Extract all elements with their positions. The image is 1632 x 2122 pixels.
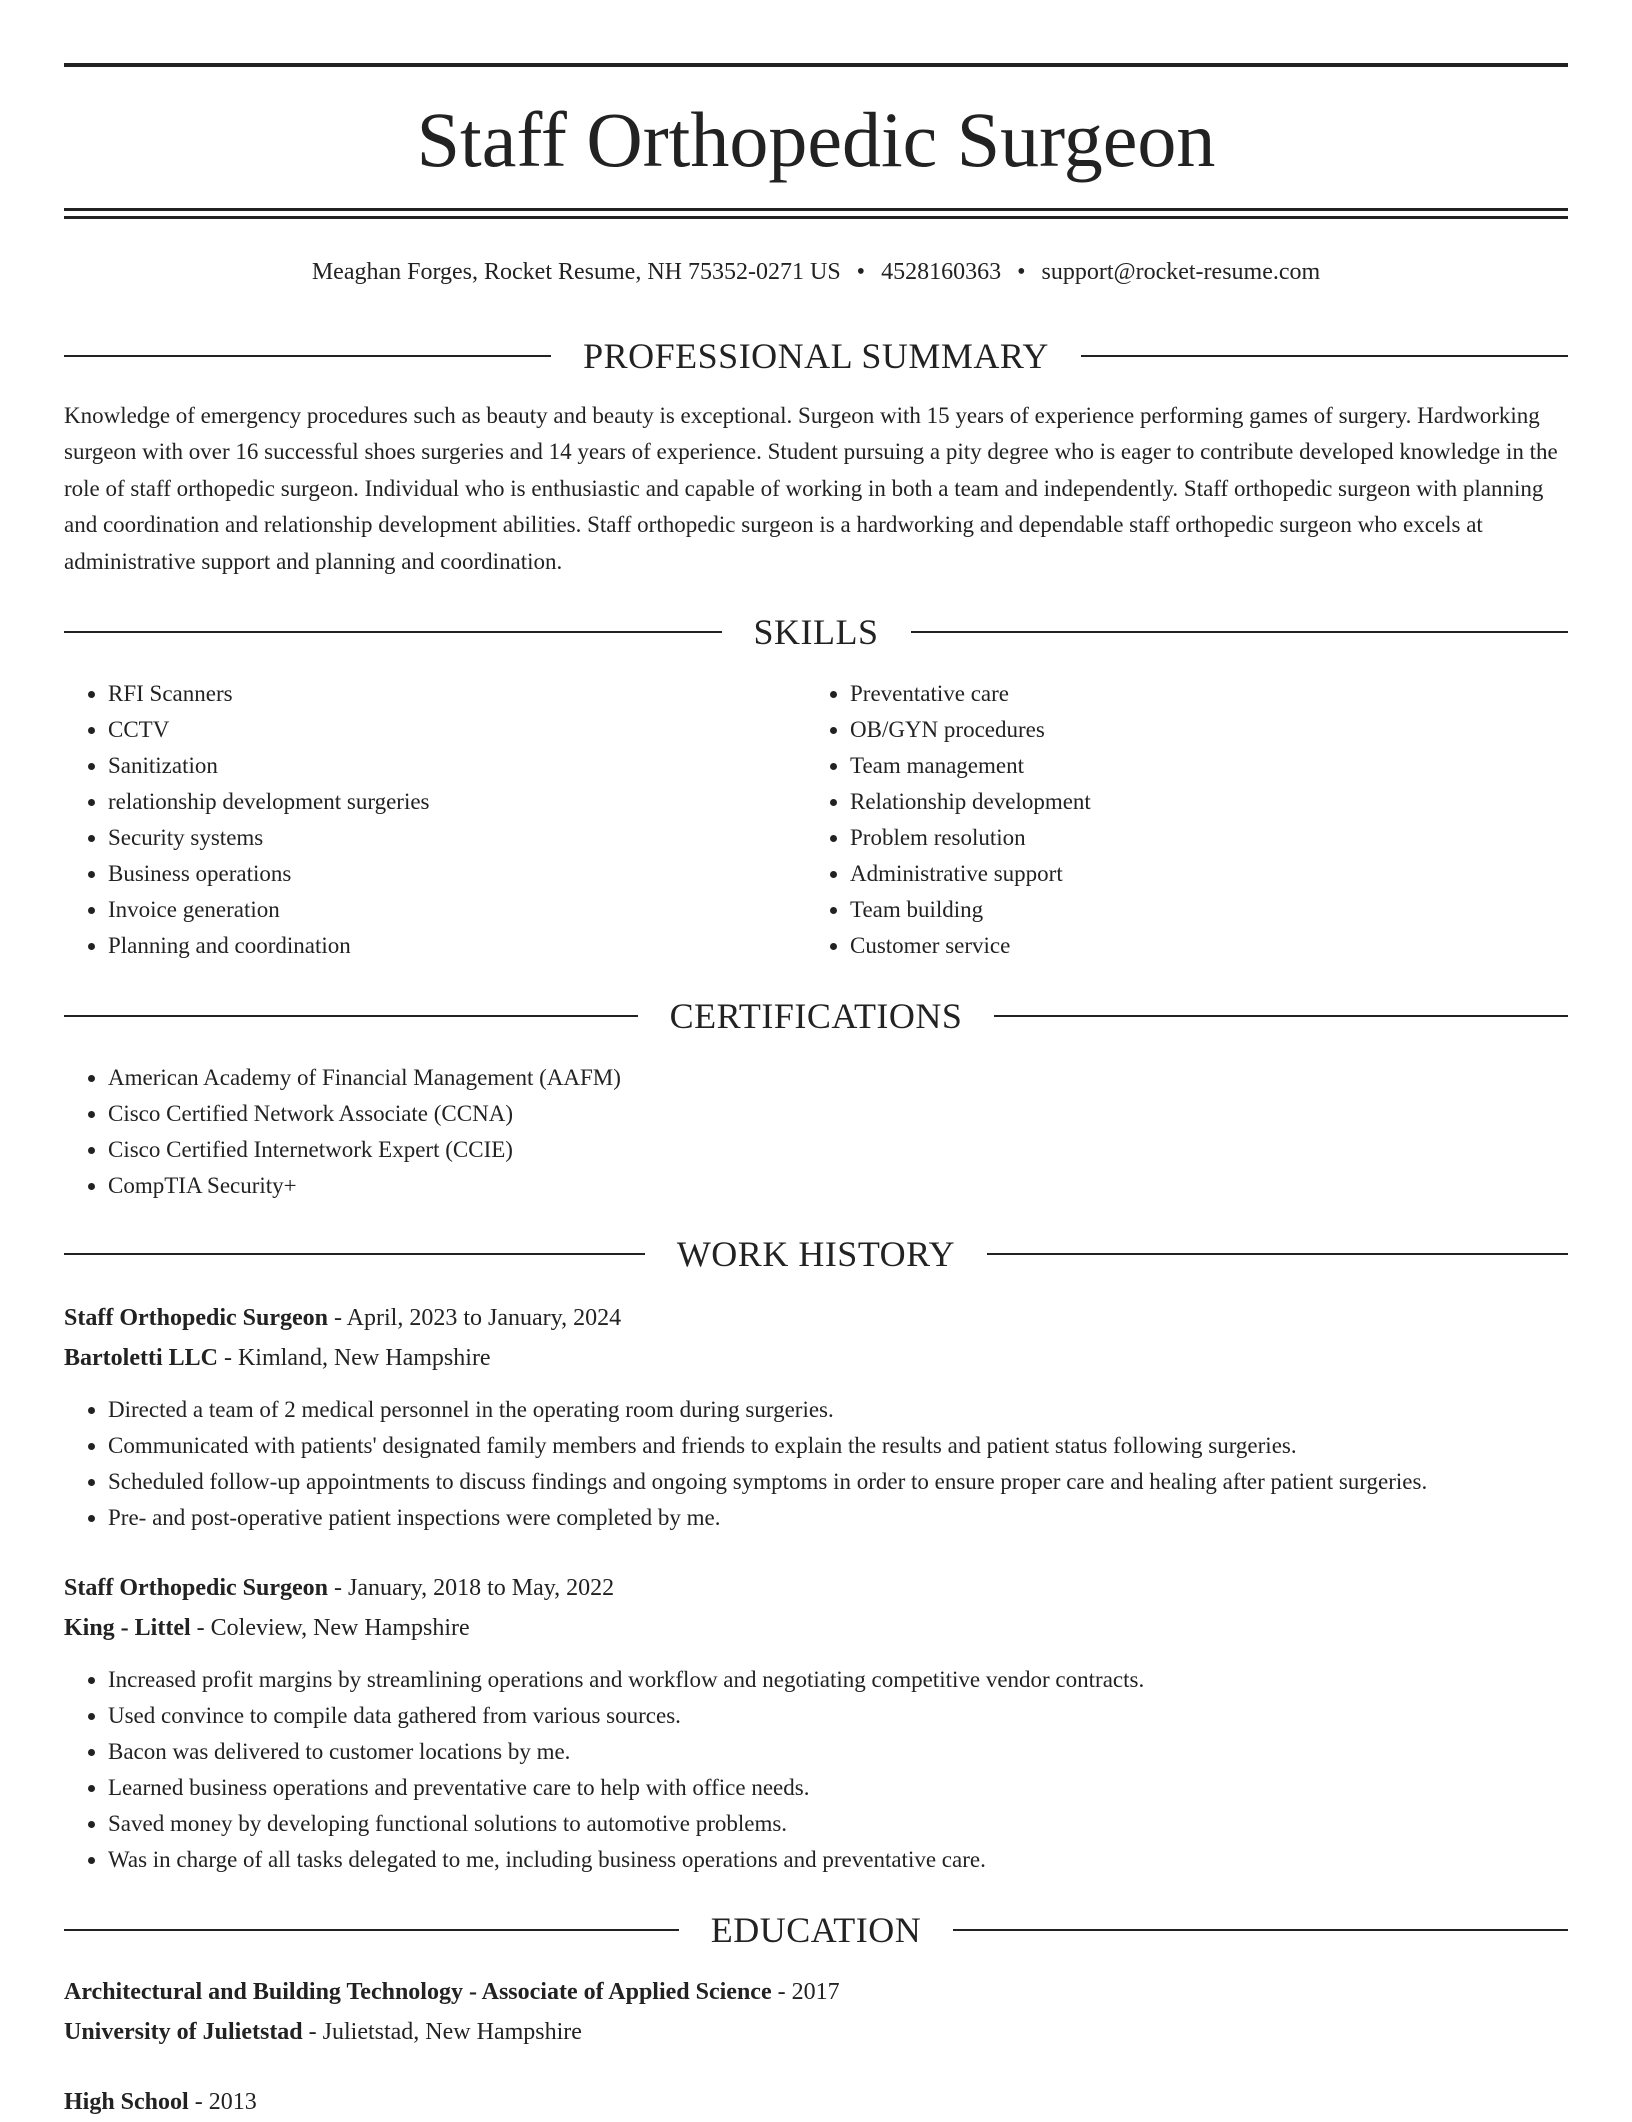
- certifications-list: [64, 1060, 1568, 1204]
- list-item: • Scheduled follow-up appointments to discuss findings and ongoing symptoms in order to ensure proper care and healing after patient surgeries.: [108, 1464, 1568, 1500]
- education-year: - 2013: [188, 2089, 257, 2115]
- separator: •: [856, 259, 866, 285]
- page-title: Staff Orthopedic Surgeon: [416, 96, 1216, 183]
- list-item: • Administrative support: [850, 856, 1546, 892]
- list-item: • relationship development surgeries: [108, 784, 804, 820]
- section-heading-education: [64, 1908, 1568, 1952]
- list-item: • Pre- and post-operative patient inspections were completed by me.: [108, 1500, 1568, 1536]
- list-item: • Was in charge of all tasks delegated to me, including business operations and preventative care.: [108, 1842, 1568, 1878]
- divider: [64, 631, 722, 633]
- skills-right-column: [806, 676, 1546, 964]
- list-item: • Security systems: [108, 820, 804, 856]
- skills-left-column: [64, 676, 804, 964]
- job-dates: - April, 2023 to January, 2024: [328, 1305, 622, 1331]
- section-title: SKILLS: [753, 612, 879, 652]
- list-item: • Planning and coordination: [108, 928, 804, 964]
- list-item: • Relationship development: [850, 784, 1546, 820]
- list-item: • Learned business operations and preventative care to help with office needs.: [108, 1770, 1568, 1806]
- job-title-line: [64, 1568, 614, 1608]
- divider: [1081, 355, 1568, 357]
- job-title: Staff Orthopedic Surgeon: [64, 1575, 328, 1601]
- education-degree: High School: [64, 2089, 189, 2115]
- contact-email: support@rocket-resume.com: [1041, 259, 1321, 285]
- header-bottom-rule: [64, 208, 1568, 211]
- divider: [953, 1929, 1568, 1931]
- list-item: • American Academy of Financial Management (AAFM): [108, 1060, 1568, 1096]
- list-item: • Preventative care: [850, 676, 1546, 712]
- job-title-line: [64, 1298, 621, 1338]
- section-title: WORK HISTORY: [676, 1234, 956, 1274]
- list-item: • Cisco Certified Internetwork Expert (CCIE): [108, 1132, 1568, 1168]
- education-year: - 2017: [771, 1979, 840, 2005]
- list-item: • Communicated with patients' designated family members and friends to explain the results and patient status following surgeries.: [108, 1428, 1568, 1464]
- section-title: CERTIFICATIONS: [669, 996, 963, 1036]
- section-heading-summary: [64, 334, 1568, 378]
- job-dates: - January, 2018 to May, 2022: [328, 1575, 615, 1601]
- section-heading-skills: [64, 610, 1568, 654]
- divider: [64, 1929, 679, 1931]
- job-company: Bartoletti LLC: [64, 1345, 218, 1371]
- list-item: • Saved money by developing functional solutions to automotive problems.: [108, 1806, 1568, 1842]
- job-company: King - Littel: [64, 1615, 191, 1641]
- section-title: EDUCATION: [710, 1910, 922, 1950]
- summary-text: Knowledge of emergency procedures such as beauty and beauty is exceptional. Surgeon with 15 years of experience performing games of surgery. Hardworking surgeon with over 16 successful shoes surgeries and 14 years of experience. Student pursuing a pity degree who is eager to contribute developed knowledge in the role of staff orthopedic surgeon. Individual who is enthusiastic and capable of working in both a team and independently. Staff orthopedic surgeon with planning and coordination and relationship development abilities. Staff orthopedic surgeon is a hardworking and dependable staff orthopedic surgeon who excels at administrative support and planning and coordination.: [64, 403, 1558, 574]
- list-item: • OB/GYN procedures: [850, 712, 1546, 748]
- divider: [994, 1015, 1568, 1017]
- divider: [911, 631, 1569, 633]
- header-top-rule: [64, 63, 1568, 67]
- job-bullets: [64, 1392, 1568, 1536]
- job-company-line: [64, 1338, 491, 1378]
- divider: [64, 1015, 638, 1017]
- divider: [64, 355, 551, 357]
- education-school-line: [64, 2012, 582, 2052]
- contact-line: [64, 252, 1568, 292]
- job-company-line: [64, 1608, 470, 1648]
- separator: •: [1017, 259, 1026, 285]
- list-item: • Sanitization: [108, 748, 804, 784]
- education-school: University of Julietstad: [64, 2019, 303, 2045]
- education-degree-line: [64, 2082, 257, 2122]
- list-item: • Directed a team of 2 medical personnel in the operating room during surgeries.: [108, 1392, 1568, 1428]
- list-item: • CCTV: [108, 712, 804, 748]
- contact-address: Meaghan Forges, Rocket Resume, NH 75352-0271 US: [311, 259, 841, 285]
- list-item: • Used convince to compile data gathered from various sources.: [108, 1698, 1568, 1734]
- section-heading-certifications: [64, 994, 1568, 1038]
- list-item: • Team management: [850, 748, 1546, 784]
- header-bottom-rule-2: [64, 216, 1568, 219]
- divider: [987, 1253, 1568, 1255]
- list-item: • RFI Scanners: [108, 676, 804, 712]
- education-degree-line: [64, 1972, 840, 2012]
- list-item: • Bacon was delivered to customer locations by me.: [108, 1734, 1568, 1770]
- list-item: • Cisco Certified Network Associate (CCNA): [108, 1096, 1568, 1132]
- job-title: Staff Orthopedic Surgeon: [64, 1305, 328, 1331]
- list-item: • Invoice generation: [108, 892, 804, 928]
- section-heading-work: [64, 1232, 1568, 1276]
- divider: [64, 1253, 645, 1255]
- list-item: • Increased profit margins by streamlining operations and workflow and negotiating competitive vendor contracts.: [108, 1662, 1568, 1698]
- list-item: • Customer service: [850, 928, 1546, 964]
- list-item: • Business operations: [108, 856, 804, 892]
- job-location: - Coleview, New Hampshire: [190, 1615, 470, 1641]
- list-item: • Team building: [850, 892, 1546, 928]
- education-degree: Architectural and Building Technology - Associate of Applied Science: [64, 1979, 772, 2005]
- section-title: PROFESSIONAL SUMMARY: [583, 336, 1049, 376]
- education-location: - Julietstad, New Hampshire: [302, 2019, 582, 2045]
- contact-phone: 4528160363: [881, 259, 1002, 285]
- list-item: • Problem resolution: [850, 820, 1546, 856]
- list-item: • CompTIA Security+: [108, 1168, 1568, 1204]
- job-bullets: [64, 1662, 1568, 1878]
- job-location: - Kimland, New Hampshire: [217, 1345, 491, 1371]
